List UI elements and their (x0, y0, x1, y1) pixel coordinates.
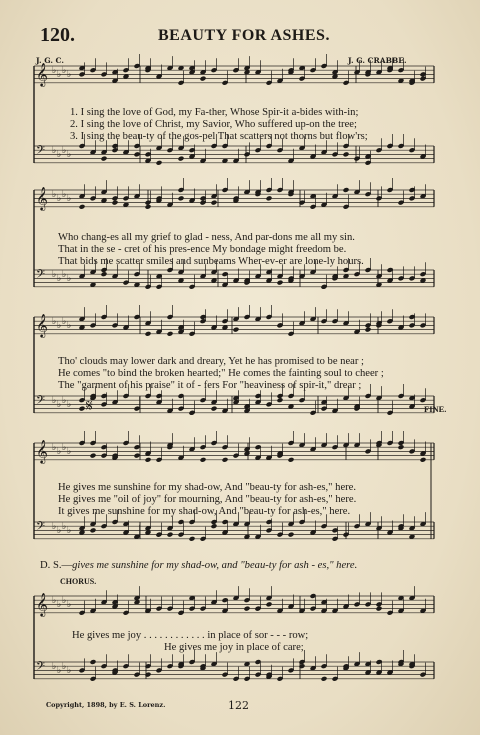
note-head (90, 527, 97, 533)
flat-sign: ♭ (57, 600, 62, 610)
flat-sign: ♭ (62, 443, 67, 453)
page-number: 122 (228, 699, 249, 712)
flat-sign: ♭ (57, 321, 62, 331)
note-head (189, 536, 196, 542)
flat-sign: ♭ (52, 317, 57, 327)
note-head (211, 406, 218, 412)
bass-clef: 𝄢 (36, 144, 46, 160)
flat-sign: ♭ (57, 274, 62, 284)
verse-line: Tho' clouds may lower dark and dreary, Yet he has promised to be near ; (58, 356, 365, 367)
note-head (101, 156, 108, 162)
note-head (222, 457, 229, 463)
flat-sign: ♭ (52, 396, 57, 406)
note-head (266, 601, 273, 607)
bass-clef: 𝄢 (36, 394, 46, 410)
note-head (343, 187, 350, 193)
treble-clef: 𝄞 (36, 592, 48, 616)
note-head (365, 327, 372, 333)
dal-segno-instruction (40, 560, 357, 571)
copyright-notice: Copyright, 1898, by E. S. Lorenz. (46, 701, 166, 709)
treble-clef: 𝄞 (36, 62, 48, 86)
note-head (178, 156, 185, 162)
bass-clef: 𝄢 (36, 268, 46, 284)
flat-sign: ♭ (67, 447, 72, 457)
verse-line: 2. I sing the love of Christ, my Savior, Who suffered up-on the tree; (70, 119, 357, 130)
note-head (178, 195, 185, 201)
note-head (343, 151, 350, 157)
flat-sign: ♭ (62, 662, 67, 672)
flat-sign: ♭ (62, 146, 67, 156)
note-head (277, 280, 284, 286)
ds-text: gives me sunshine for my shad-ow, and "beau-ty for ash - es," here. (72, 560, 358, 571)
chorus-line: He gives me joy . . . . . . . . . . . . in place of sor - - - row; (72, 630, 309, 641)
composer-credit: J. G. CRABBE. (348, 56, 407, 65)
note-head (420, 457, 427, 463)
verse-line: That in the se - cret of his pres-ence My bondage might freedom be. (58, 244, 347, 255)
treble-clef: 𝄞 (36, 186, 48, 210)
note-head (244, 606, 251, 612)
flat-sign: ♭ (52, 270, 57, 280)
note-head (90, 659, 97, 665)
verse-line: 3. I sing the beau-ty of the gos-pel That scatters not thorns but flow'rs; (70, 131, 368, 142)
note-head (79, 204, 86, 210)
flat-sign: ♭ (67, 321, 72, 331)
ds-prefix: D. S.— (40, 560, 73, 571)
note-head (101, 271, 108, 277)
flat-sign: ♭ (57, 447, 62, 457)
flat-sign: ♭ (62, 66, 67, 76)
note-head (288, 532, 295, 538)
flat-sign: ♭ (67, 194, 72, 204)
flat-sign: ♭ (67, 274, 72, 284)
note-head (145, 331, 152, 337)
note-head (211, 523, 218, 529)
flat-sign: ♭ (62, 317, 67, 327)
verse-line: Who chang-es all my grief to glad - ness, And par-dons me all my sin. (58, 232, 355, 243)
verse-line: The "garment of his praise" it of - fers For "heaviness of spir-it," drear ; (58, 380, 362, 391)
treble-clef: 𝄞 (36, 313, 48, 337)
verse-line: That bids me scatter smiles and sunbeams Wher-ev-er are lone-ly hours. (58, 256, 364, 267)
flat-sign: ♭ (67, 150, 72, 160)
chorus-line: He gives me joy in place of care; (164, 642, 304, 653)
note-head (200, 76, 207, 82)
flat-sign: ♭ (52, 596, 57, 606)
chorus-label: CHORUS. (60, 577, 97, 586)
flat-sign: ♭ (52, 522, 57, 532)
note-head (112, 200, 119, 206)
flat-sign: ♭ (67, 526, 72, 536)
flat-sign: ♭ (62, 522, 67, 532)
bass-clef: 𝄢 (36, 520, 46, 536)
segno-mark: 𝄋 (86, 398, 93, 415)
note-head (134, 151, 141, 157)
flat-sign: ♭ (62, 190, 67, 200)
flat-sign: ♭ (67, 70, 72, 80)
flat-sign: ♭ (62, 270, 67, 280)
bass-clef: 𝄢 (36, 660, 46, 676)
flat-sign: ♭ (57, 70, 62, 80)
flat-sign: ♭ (52, 662, 57, 672)
note-head (90, 453, 97, 459)
lyricist-credit: J. G. C. (36, 56, 64, 65)
note-head (288, 457, 295, 463)
treble-clef: 𝄞 (36, 439, 48, 463)
flat-sign: ♭ (52, 190, 57, 200)
flat-sign: ♭ (57, 400, 62, 410)
verse-line: He gives me sunshine for my shad-ow, And "beau-ty for ash-es," here. (58, 482, 357, 493)
hymn-number: 120. (40, 24, 75, 46)
note-head (200, 457, 207, 463)
note-head (211, 200, 218, 206)
flat-sign: ♭ (52, 443, 57, 453)
flat-sign: ♭ (57, 150, 62, 160)
flat-sign: ♭ (62, 596, 67, 606)
flat-sign: ♭ (62, 396, 67, 406)
note-head (233, 327, 240, 333)
flat-sign: ♭ (57, 666, 62, 676)
note-head (321, 676, 328, 682)
note-head (134, 453, 141, 459)
hymn-title: BEAUTY FOR ASHES. (158, 27, 330, 44)
verse-line: It gives me sunshine for my shad-ow, And "beau-ty for ash-es," here. (58, 506, 351, 517)
flat-sign: ♭ (67, 600, 72, 610)
note-head (398, 444, 405, 450)
flat-sign: ♭ (57, 194, 62, 204)
fine-mark: FINE. (424, 404, 447, 414)
flat-sign: ♭ (52, 66, 57, 76)
verse-line: He comes "to bind the broken hearted;" He comes the fainting soul to cheer ; (58, 368, 384, 379)
note-head (145, 457, 152, 463)
verse-line: 1. I sing the love of God, my Fa-ther, Whose Spir-it a-bides with-in; (70, 107, 359, 118)
flat-sign: ♭ (57, 526, 62, 536)
note-head (167, 532, 174, 538)
note-head (266, 195, 273, 201)
note-head (79, 406, 86, 412)
note-head (156, 160, 163, 166)
flat-sign: ♭ (67, 666, 72, 676)
verse-line: He gives me "oil of joy" for mourning, And "beau-ty for ash-es," here. (58, 494, 357, 505)
note-head (376, 606, 383, 612)
note-head (167, 331, 174, 337)
flat-sign: ♭ (67, 400, 72, 410)
flat-sign: ♭ (52, 146, 57, 156)
note-head (277, 397, 284, 403)
